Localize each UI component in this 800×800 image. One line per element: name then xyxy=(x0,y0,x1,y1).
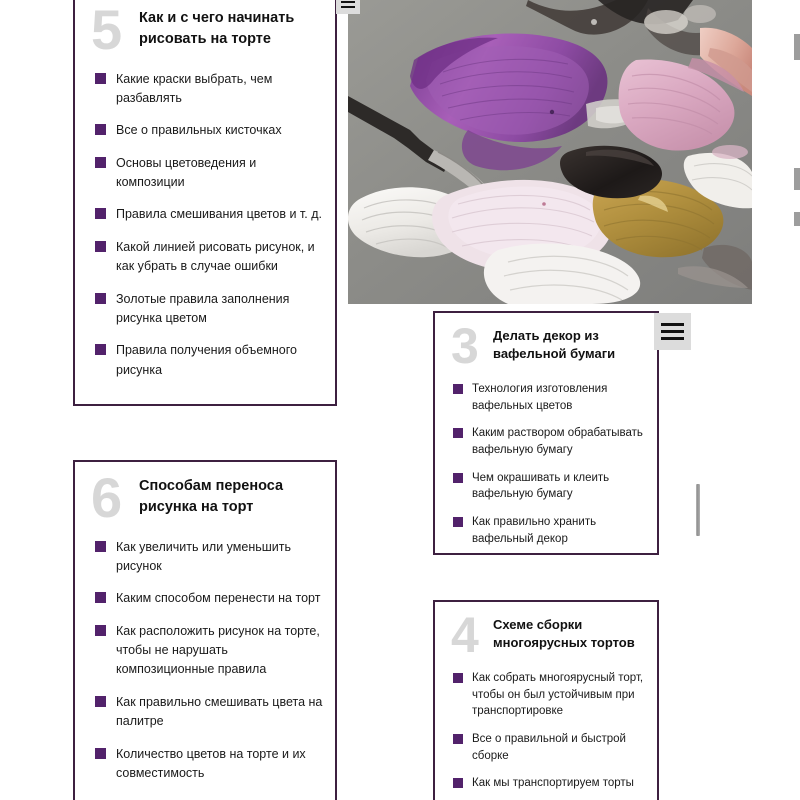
list-item-label: Правила получения объемного рисунка xyxy=(116,343,297,377)
list-item-label: Каким способом перенести на торт xyxy=(116,591,321,606)
list-item-label: Количество цветов на торте и их совместимость xyxy=(116,746,306,780)
list-item-label: Чем окрашивать и клеить вафельную бумагу xyxy=(472,471,610,501)
list-item[interactable] xyxy=(95,693,323,732)
bullet-square-icon xyxy=(453,473,463,483)
list-item[interactable] xyxy=(453,425,647,458)
list-item[interactable] xyxy=(95,745,323,784)
card-number: 5 xyxy=(91,0,121,61)
bullet-square-icon xyxy=(95,208,106,219)
bullet-square-icon xyxy=(95,73,106,84)
list-item[interactable] xyxy=(453,514,647,547)
list-item[interactable] xyxy=(95,341,323,380)
list-item-label: Основы цветоведения и композиции xyxy=(116,155,257,190)
hamburger-icon-bar xyxy=(661,330,684,333)
card-topic-list xyxy=(435,375,657,555)
list-item-label: Как расположить рисунок на торте, чтобы не нарушать композиционные правила xyxy=(116,623,320,677)
photo-edge-strip-mid xyxy=(794,168,800,190)
list-item-label: Как правильно смешивать цвета на палитре xyxy=(116,694,323,729)
course-module-card-6[interactable] xyxy=(73,460,337,800)
photo-edge-strip-top xyxy=(794,34,800,60)
bullet-square-icon xyxy=(453,384,463,394)
course-module-card-4[interactable] xyxy=(433,600,659,800)
hamburger-menu-button-top[interactable] xyxy=(336,0,360,14)
card-title: Как и с чего начинать рисовать на торте xyxy=(139,10,295,48)
card-number: 6 xyxy=(91,466,121,529)
list-item-label: Какие краски выбрать, чем разбавлять xyxy=(116,71,273,105)
list-item-label: Какой линией рисовать рисунок, и как убрать в случае ошибки xyxy=(116,239,315,274)
list-item[interactable] xyxy=(95,70,323,109)
card-title: Делать декор из вафельной бумаги xyxy=(493,328,616,361)
bullet-square-icon xyxy=(453,517,463,527)
card-number: 3 xyxy=(451,318,477,374)
card-topic-list xyxy=(75,62,335,393)
card-header xyxy=(435,313,657,375)
palette-photo xyxy=(348,0,752,304)
list-item-label: Как увеличить или уменьшить рисунок xyxy=(116,539,291,573)
list-item[interactable] xyxy=(95,238,323,277)
bullet-square-icon xyxy=(95,293,106,304)
bullet-square-icon xyxy=(95,748,106,759)
list-item[interactable] xyxy=(95,538,323,577)
list-item-label: Технология изготовления вафельных цветов xyxy=(472,383,608,412)
bullet-square-icon xyxy=(95,696,106,707)
list-item-label: Все о правильной и быстрой сборке xyxy=(472,733,626,762)
palette-photo-artwork xyxy=(348,0,752,304)
bullet-square-icon xyxy=(95,541,106,552)
list-item[interactable] xyxy=(453,775,647,792)
bullet-square-icon xyxy=(453,673,463,683)
bullet-square-icon xyxy=(95,157,106,168)
course-module-card-5[interactable] xyxy=(73,0,337,406)
hamburger-menu-button[interactable] xyxy=(654,313,691,350)
list-item[interactable] xyxy=(453,470,647,503)
card-topic-list xyxy=(75,530,335,796)
list-item[interactable] xyxy=(95,154,323,193)
bullet-square-icon xyxy=(453,428,463,438)
card-topic-list xyxy=(435,664,657,800)
list-item[interactable] xyxy=(95,290,323,329)
list-item-label: Как правильно хранить вафельный декор xyxy=(472,516,597,545)
list-item-label: Как мы транспортируем торты xyxy=(472,777,634,790)
list-item-label: Все о правильных кисточках xyxy=(116,123,282,138)
hamburger-icon-bar xyxy=(661,323,684,326)
bullet-square-icon xyxy=(95,241,106,252)
list-item-label: Каким раствором обрабатывать вафельную бумагу xyxy=(472,427,643,457)
card-title: Схеме сборки многоярусных тортов xyxy=(493,617,635,650)
card-header xyxy=(435,602,657,664)
list-item[interactable] xyxy=(95,589,323,608)
list-item[interactable] xyxy=(453,381,647,414)
card-header xyxy=(75,462,335,530)
vertical-scrollbar-thumb[interactable] xyxy=(696,484,700,536)
list-item-label: Правила смешивания цветов и т. д. xyxy=(116,207,322,222)
hamburger-icon-bar xyxy=(341,6,356,8)
bullet-square-icon xyxy=(95,592,106,603)
list-item[interactable] xyxy=(95,622,323,680)
list-item[interactable] xyxy=(453,731,647,764)
card-header xyxy=(75,0,335,62)
bullet-square-icon xyxy=(453,734,463,744)
course-module-card-3[interactable] xyxy=(433,311,659,555)
list-item-label: Золотые правила заполнения рисунка цветом xyxy=(116,291,290,325)
bullet-square-icon xyxy=(453,778,463,788)
bullet-square-icon xyxy=(95,625,106,636)
list-item[interactable] xyxy=(95,205,323,224)
bullet-square-icon xyxy=(95,124,106,135)
hamburger-icon-bar xyxy=(341,1,356,3)
list-item-label: Как собрать многоярусный торт, чтобы он был устойчивым при транспортировке xyxy=(472,672,644,718)
list-item[interactable] xyxy=(453,670,647,720)
photo-edge-strip-lower xyxy=(794,212,800,226)
hamburger-icon-bar xyxy=(661,337,684,340)
card-number: 4 xyxy=(451,607,477,663)
card-title: Способам переноса рисунка на торт xyxy=(139,478,284,516)
bullet-square-icon xyxy=(95,344,106,355)
list-item[interactable] xyxy=(95,121,323,140)
